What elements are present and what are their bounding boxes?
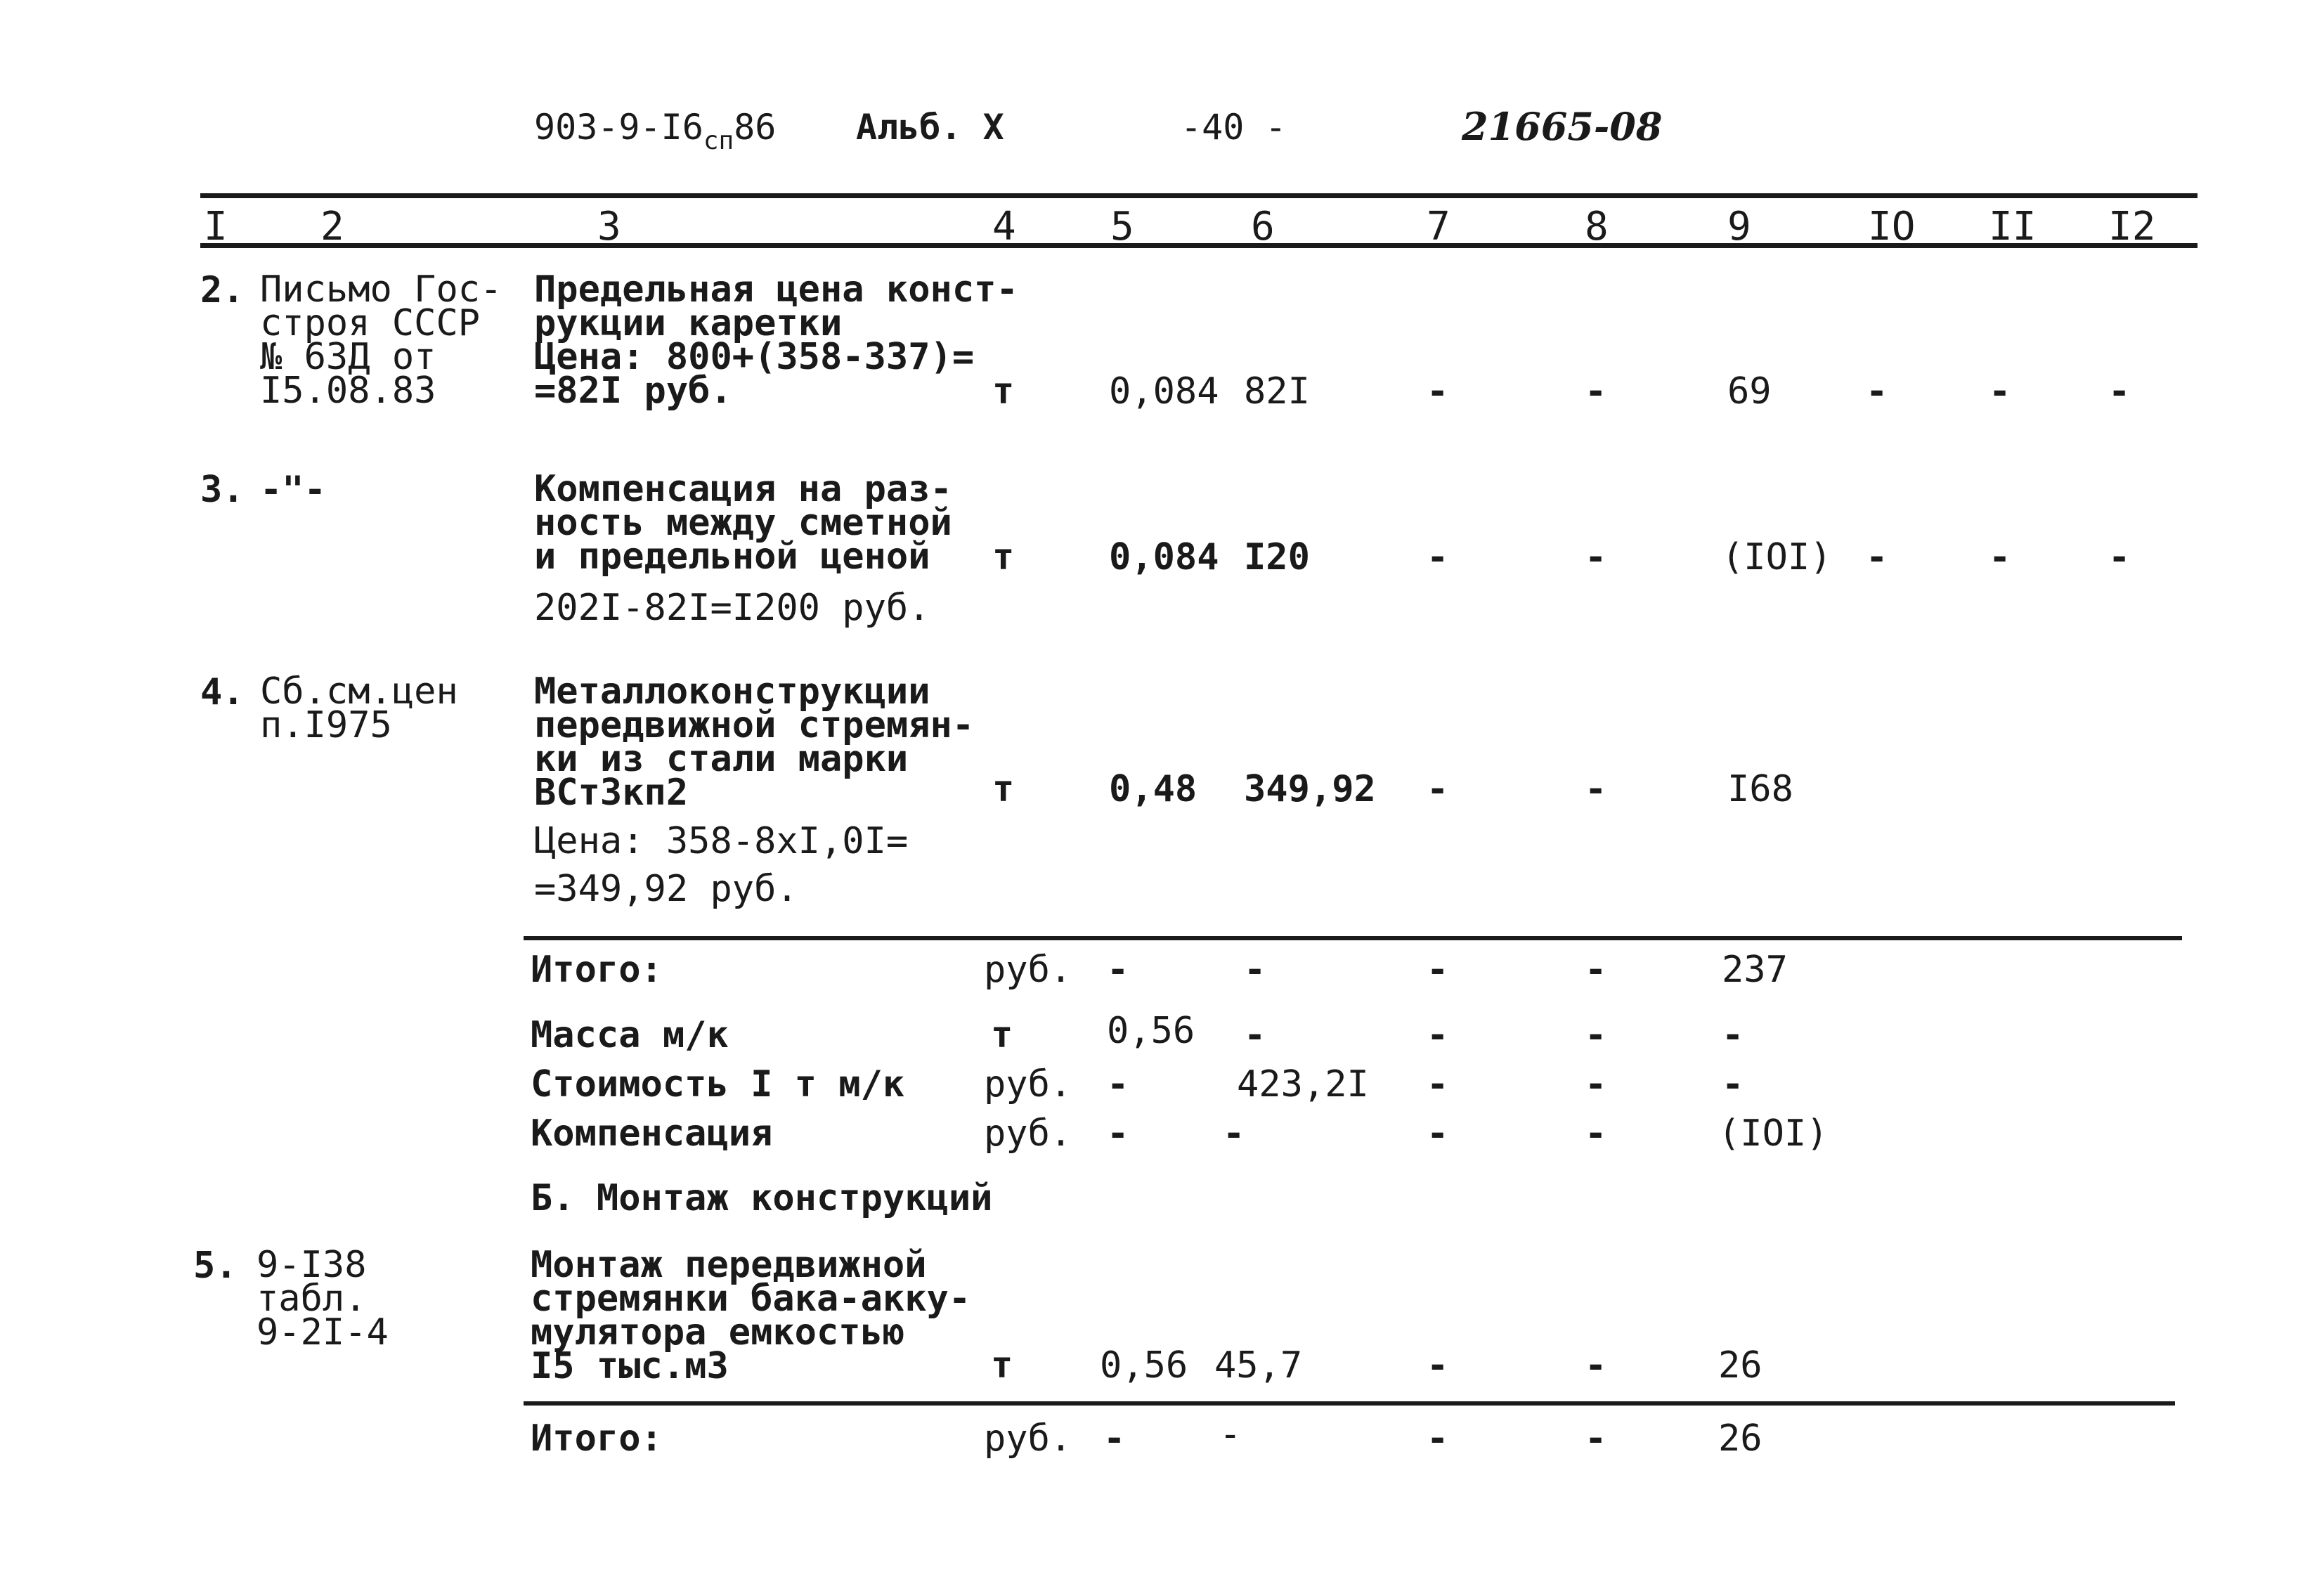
col-header-1: I <box>204 204 228 249</box>
row2-qty: 0,084 <box>1109 370 1219 413</box>
summary-compensation-col9: (IOI) <box>1718 1112 1829 1155</box>
summary-compensation-col6: - <box>1223 1112 1245 1155</box>
row4-col9: I68 <box>1727 768 1793 810</box>
doc-code-main: 903-9-I6 <box>534 107 703 148</box>
row3-col12: - <box>2108 536 2131 578</box>
col-header-5: 5 <box>1110 204 1134 249</box>
row4-unit: т <box>992 768 1015 810</box>
summary-compensation-unit: руб. <box>984 1112 1072 1155</box>
summary-mass-unit: т <box>991 1014 1013 1056</box>
summary-cost-col5: - <box>1107 1063 1129 1105</box>
row2-source: Письмо Гос- строя СССР № 63Д от I5.08.83 <box>260 268 502 412</box>
summary-total-col5: - <box>1107 949 1129 991</box>
row2-number: 2. <box>200 269 245 311</box>
row3-price: I20 <box>1244 536 1310 578</box>
summary-mass-col9: - <box>1722 1014 1744 1056</box>
row3-qty: 0,084 <box>1109 536 1219 578</box>
row2-description: Предельная цена конст- рукции каретки Цена: 800+(358-337)= =82I руб. <box>534 268 1018 412</box>
summary-total-col8: - <box>1585 949 1607 991</box>
row4-number: 4. <box>200 671 245 713</box>
summary-total-col6: - <box>1244 949 1266 991</box>
col-header-6: 6 <box>1251 204 1275 249</box>
col-header-10: IO <box>1868 204 1916 249</box>
row5-source: 9-I38 табл. 9-2I-4 <box>257 1244 389 1354</box>
row2-col8: - <box>1585 370 1607 413</box>
handwritten-number: 21665-08 <box>1462 104 1663 149</box>
total2-col8: - <box>1585 1417 1607 1460</box>
row3-col7: - <box>1427 536 1449 578</box>
row3-col8: - <box>1585 536 1607 578</box>
col-header-3: 3 <box>597 204 621 249</box>
total2-col6: - <box>1219 1413 1242 1455</box>
row5-col7: - <box>1427 1344 1449 1387</box>
col-header-7: 7 <box>1427 204 1450 249</box>
row3-col10: - <box>1866 536 1888 578</box>
summary-compensation-col7: - <box>1427 1112 1449 1155</box>
col-header-12: I2 <box>2108 204 2156 249</box>
doc-code-year: 86 <box>734 107 777 148</box>
col-header-4: 4 <box>992 204 1016 249</box>
row3-col9: (IOI) <box>1722 536 1832 578</box>
summary-compensation-col5: - <box>1107 1112 1129 1155</box>
row4-description: Металлоконструкции передвижной стремян- ки из стали марки ВСт3кп2 <box>534 670 975 814</box>
section-b-title: Б. Монтаж конструкций <box>531 1177 993 1219</box>
subtotal-rule <box>524 936 2182 940</box>
row5-number: 5. <box>193 1245 238 1287</box>
row3-number: 3. <box>200 469 245 511</box>
total-rule <box>524 1401 2175 1406</box>
row2-col9: 69 <box>1727 370 1772 413</box>
row2-col11: - <box>1989 370 2011 413</box>
row4-qty: 0,48 <box>1109 768 1197 810</box>
document-code <box>534 107 776 155</box>
row5-description: Монтаж передвижной стремянки бака-акку- мулятора емкостью I5 тыс.м3 <box>531 1244 971 1387</box>
summary-mass-col8: - <box>1585 1014 1607 1056</box>
row5-col9: 26 <box>1718 1344 1763 1387</box>
col-header-2: 2 <box>320 204 344 249</box>
total2-unit: руб. <box>984 1417 1072 1460</box>
summary-cost-col6: 423,2I <box>1237 1063 1369 1105</box>
doc-code-subscript: сп <box>703 126 734 155</box>
row2-col12: - <box>2108 370 2131 413</box>
total2-col5: - <box>1103 1417 1126 1460</box>
col-header-11: II <box>1989 204 2037 249</box>
row3-description-formula: 202I-82I=I200 руб. <box>534 587 930 629</box>
summary-cost-unit: руб. <box>984 1063 1072 1105</box>
row3-source: -"- <box>260 469 326 511</box>
row2-unit: т <box>992 370 1015 413</box>
row4-description-result: =349,92 руб. <box>534 868 798 910</box>
row4-source: Сб.см.цен п.I975 <box>260 670 458 746</box>
total2-col7: - <box>1427 1417 1449 1460</box>
summary-cost-col9: - <box>1722 1063 1744 1105</box>
top-rule <box>200 193 2198 198</box>
col-header-8: 8 <box>1585 204 1609 249</box>
summary-cost-label: Стоимость I т м/к <box>531 1063 905 1105</box>
row2-col10: - <box>1866 370 1888 413</box>
summary-total-col7: - <box>1427 949 1449 991</box>
total2-col9: 26 <box>1718 1417 1763 1460</box>
page-number: -40 - <box>1181 107 1287 148</box>
row4-price: 349,92 <box>1244 768 1376 810</box>
row4-col7: - <box>1427 768 1449 810</box>
row3-description: Компенсация на раз- ность между сметной и предельной ценой <box>534 468 952 578</box>
col-header-9: 9 <box>1727 204 1751 249</box>
album-label: Альб. X <box>856 107 1004 148</box>
summary-compensation-label: Компенсация <box>531 1112 773 1155</box>
row5-price: 45,7 <box>1214 1344 1303 1387</box>
summary-cost-col7: - <box>1427 1063 1449 1105</box>
row5-qty: 0,56 <box>1100 1344 1188 1387</box>
summary-total-label: Итого: <box>531 949 663 991</box>
row5-col8: - <box>1585 1344 1607 1387</box>
total2-label: Итого: <box>531 1417 663 1460</box>
row4-description-formula: Цена: 358-8xI,0I= <box>534 820 909 862</box>
summary-mass-col7: - <box>1427 1014 1449 1056</box>
row3-unit: т <box>992 536 1015 578</box>
row4-col8: - <box>1585 768 1607 810</box>
summary-mass-col6: - <box>1244 1014 1266 1056</box>
row2-col7: - <box>1427 370 1449 413</box>
summary-total-col9: 237 <box>1722 949 1788 991</box>
row5-unit: т <box>991 1344 1013 1387</box>
row3-col11: - <box>1989 536 2011 578</box>
summary-total-unit: руб. <box>984 949 1072 991</box>
row2-price: 82I <box>1244 370 1310 413</box>
summary-compensation-col8: - <box>1585 1112 1607 1155</box>
summary-mass-label: Масса м/к <box>531 1014 729 1056</box>
summary-mass-col5: 0,56 <box>1107 1010 1195 1052</box>
summary-cost-col8: - <box>1585 1063 1607 1105</box>
